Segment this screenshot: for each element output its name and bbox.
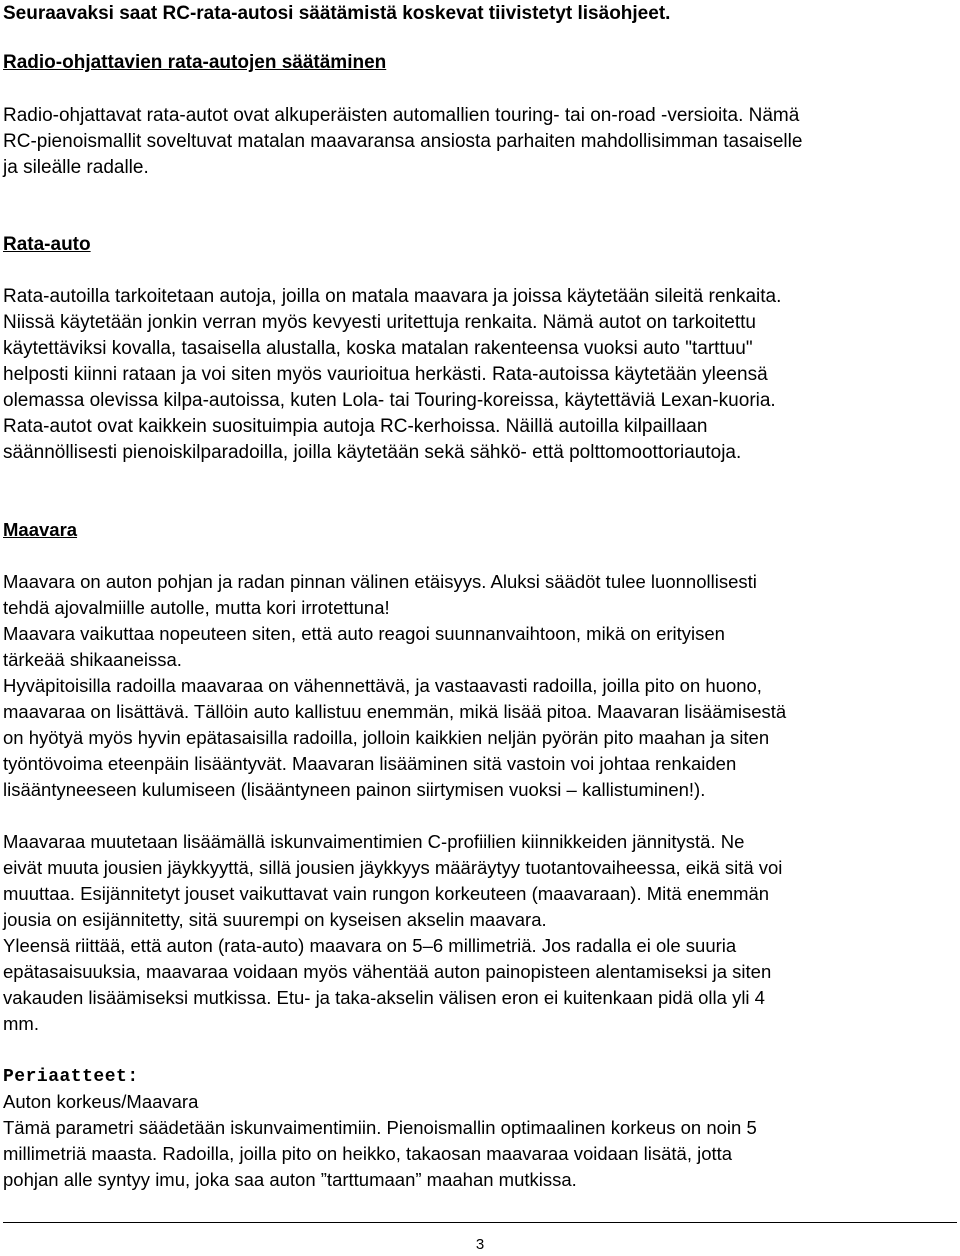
text-line: jousia on esijännitetty, sitä suurempi on kyseisen akselin maavara. xyxy=(3,909,547,930)
text-line: Auton korkeus/Maavara xyxy=(3,1091,199,1112)
intro-title: Radio-ohjattavien rata-autojen säätäminen xyxy=(3,52,387,73)
text-line: Maavara on auton pohjan ja radan pinnan välinen etäisyys. Aluksi säädöt tulee luonnollisesti xyxy=(3,571,757,592)
text-line: on hyötyä myös hyvin epätasaisilla radoilla, jolloin kaikkien neljän pyörän pito maahan ja siten xyxy=(3,727,770,748)
text-line: pohjan alle syntyy imu, joka saa auton ”tarttumaan” maahan mutkissa. xyxy=(3,1169,577,1190)
text-line: maavaraa on lisättävä. Tällöin auto kallistuu enemmän, mikä lisää pitoa. Maavaran lisäämisestä xyxy=(3,701,787,722)
section-heading-maavara: Maavara xyxy=(3,519,78,540)
intro-paragraph xyxy=(3,103,957,181)
text-line: Hyväpitoisilla radoilla maavaraa on vähennettävä, ja vastaavasti radoilla, joilla pito on huono, xyxy=(3,675,762,696)
text-line: Rata-autot ovat kaikkein suosituimpia autoja RC-kerhoissa. Näillä autoilla kilpaillaan xyxy=(3,416,708,437)
text-line: RC-pienoismallit soveltuvat matalan maavaransa ansiosta parhaiten mahdollisimman tasaiselle xyxy=(3,131,803,152)
section-heading-periaatteet: Periaatteet: xyxy=(3,1067,139,1087)
text-line: tärkeää shikaaneissa. xyxy=(3,649,182,670)
text-line: Niissä käytetään jonkin verran myös kevyesti uritettuja renkaita. Nämä autot on tarkoitettu xyxy=(3,312,756,333)
text-line: Tämä parametri säädetään iskunvaimentimiin. Pienoismallin optimaalinen korkeus on noin 5 xyxy=(3,1117,757,1138)
text-line: käytettäviksi kovalla, tasaisella alustalla, koska matalan rakenteensa vuoksi auto "tarttuu" xyxy=(3,338,753,359)
text-line: tehdä ajovalmiille autolle, mutta kori irrotettuna! xyxy=(3,597,390,618)
text-line: lisääntyneeseen kulumiseen (lisääntyneen painon siirtymisen vuoksi – kallistuminen!). xyxy=(3,779,706,800)
footer-divider xyxy=(3,1222,957,1223)
text-line: säännöllisesti pienoiskilparadoilla, joilla käytetään sekä sähkö- että polttomoottoriautoja. xyxy=(3,442,742,463)
text-line: eivät muuta jousien jäykkyyttä, sillä jousien jäykkyys määräytyy tuotantovaiheessa, eikä sitä voi xyxy=(3,857,783,878)
text-line: Maavara vaikuttaa nopeuteen siten, että auto reagoi suunnanvaihtoon, mikä on erityisen xyxy=(3,623,725,644)
text-line: Rata-autoilla tarkoitetaan autoja, joilla on matala maavara ja joissa käytetään sileitä renkaita. xyxy=(3,286,782,307)
text-line: Radio-ohjattavat rata-autot ovat alkuperäisten automallien touring- tai on-road -versioita. Nämä xyxy=(3,105,800,126)
maavara-paragraph-2 xyxy=(3,829,957,1037)
page-number: 3 xyxy=(475,1236,485,1253)
text-line: helposti kiinni rataan ja voi siten myös vaurioitua herkästi. Rata-autoissa käytetään yleensä xyxy=(3,364,768,385)
periaatteet-paragraph xyxy=(3,1089,957,1193)
intro-lead: Seuraavaksi saat RC-rata-autosi säätämistä koskevat tiivistetyt lisäohjeet. xyxy=(3,3,671,24)
rata-auto-paragraph xyxy=(3,284,957,466)
text-line: Maavaraa muutetaan lisäämällä iskunvaimentimien C-profiilien kiinnikkeiden jännitystä. Ne xyxy=(3,831,745,852)
text-line: työntövoima eteenpäin lisääntyvät. Maavaran lisääminen sitä vastoin voi johtaa renkaiden xyxy=(3,753,737,774)
text-line: mm. xyxy=(3,1013,39,1034)
section-heading-rata-auto: Rata-auto xyxy=(3,234,91,255)
text-line: ja sileälle radalle. xyxy=(3,157,149,178)
text-line: millimetriä maasta. Radoilla, joilla pito on heikko, takaosan maavaraa voidaan lisätä, jotta xyxy=(3,1143,733,1164)
text-line: muuttaa. Esijännitetyt jouset vaikuttavat vain rungon korkeuteen (maavaraan). Mitä enemmän xyxy=(3,883,770,904)
text-line: epätasaisuuksia, maavaraa voidaan myös vähentää auton painopisteen alentamiseksi ja siten xyxy=(3,961,772,982)
text-line: vakauden lisäämiseksi mutkissa. Etu- ja taka-akselin välisen eron ei kuitenkaan pidä olla yli 4 xyxy=(3,987,765,1008)
maavara-paragraph-1 xyxy=(3,569,957,803)
text-line: olemassa olevissa kilpa-autoissa, kuten Lola- tai Touring-koreissa, käytettäviä Lexan-kuoria. xyxy=(3,390,776,411)
text-line: Yleensä riittää, että auton (rata-auto) maavara on 5–6 millimetriä. Jos radalla ei ole suuria xyxy=(3,935,737,956)
